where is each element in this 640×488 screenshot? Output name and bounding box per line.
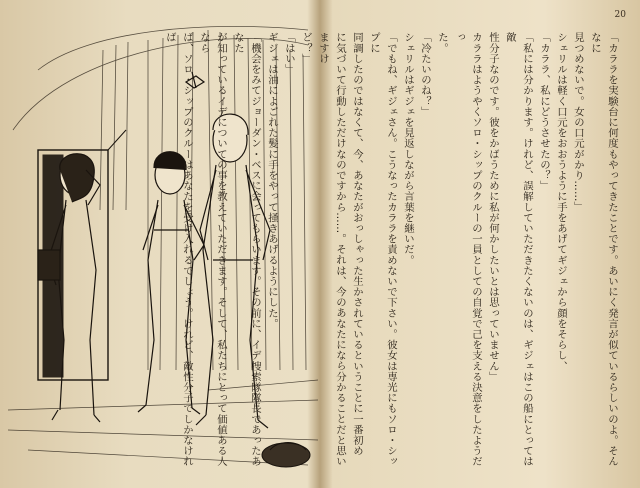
text-line: 性分子なのです。彼をかばうために私が何かしたいとは思っていません」 [487, 32, 499, 382]
text-line: 「はい」 [283, 32, 295, 75]
text-line: ど？」 [300, 32, 312, 64]
text-line: た。 [436, 32, 448, 54]
page-number: 20 [614, 10, 626, 20]
body-text [164, 32, 620, 472]
text-line: 「カララを実験台に何度もやってきたことです。あいにく発言が似ているらしいのよ。そんなに [589, 32, 618, 467]
text-line: カララはようやくソロ・シップのクルーの一員としての自覚で己を支える決意をしたようだっ [453, 32, 482, 467]
text-line: シェリルはギジェを見返しながら言葉を継いだ。 [402, 32, 414, 266]
text-line: 「冷たいのね？」 [419, 32, 431, 117]
text-line: 「でもね、ギジェさん。こうなったカララを責めないで下さい。彼女は専光にもソロ・シップに [368, 32, 397, 467]
text-line: に気づいて行動しただけなのですから……。それは、今のあなたになら分かることだと思いますけ [317, 32, 346, 467]
text-line: が知っているイデについての事を教えていただきます。そして、私たちにとって価値ある人なら [198, 32, 227, 467]
text-line: 「私には分かります。けれど、誤解していただきたくないのは、ギジェはこの船にとっては敵 [504, 32, 533, 467]
text-line: 見つめないで。女の口元がかり……」 [572, 32, 584, 213]
text-line: ギジェは油によごれた髪に手をやって掻きあげるようにした。 [266, 32, 278, 329]
right-page [164, 10, 634, 480]
text-line: ば、ソロ・シップのクルーはあなたを受け入れるでしょう。けれど、敵性分子でしかなければ [164, 32, 193, 467]
text-line: 「機会をみてジョーダン・ベスに会ってもらいます。その前に、イデ捜索隊隊長であったあなた [232, 32, 261, 467]
text-line: 「カララ、私にどうさせたの？」 [538, 32, 550, 191]
text-line: 同調したのではなくて、今、あなたがおっしゃった生かされているということに一番初め [351, 32, 363, 456]
text-line: シェリルは軽く口元をおおうように手をあげてギジェから顔をそらし、 [555, 32, 567, 372]
